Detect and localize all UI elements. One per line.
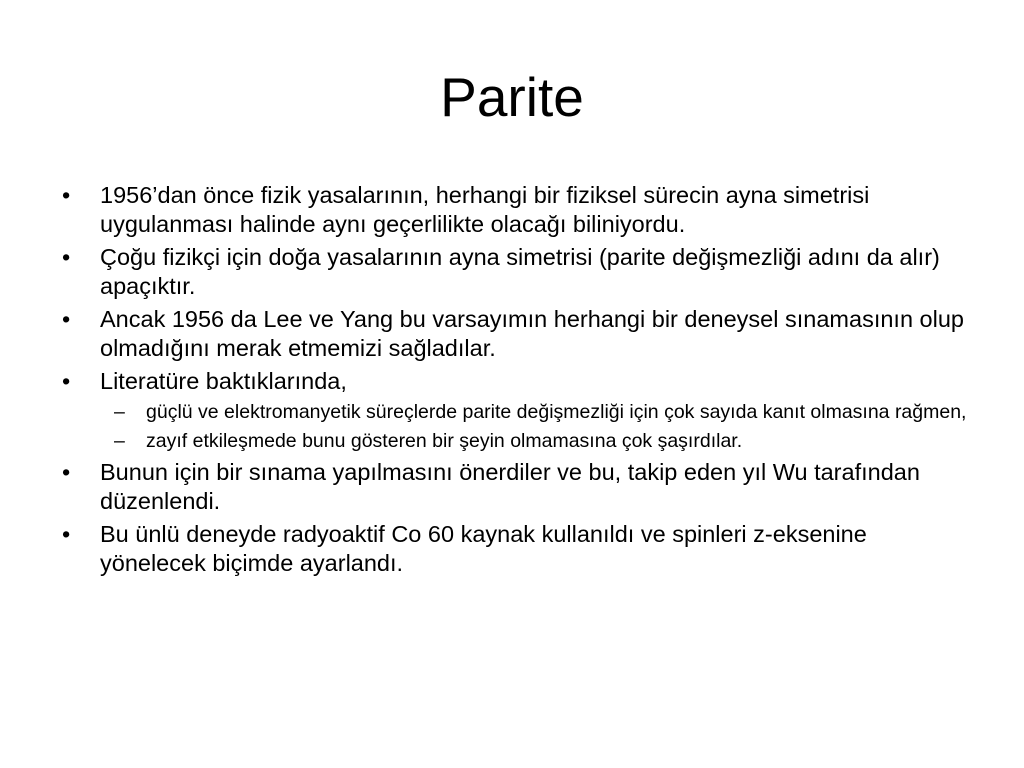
bullet-text: Literatüre baktıklarında,: [100, 368, 347, 394]
bullet-item: [62, 367, 972, 453]
bullet-list: [62, 181, 972, 578]
sub-bullet-text: zayıf etkileşmede bunu gösteren bir şeyin olmamasına çok şaşırdılar.: [146, 430, 743, 452]
sub-bullet-list: [100, 400, 972, 453]
bullet-item: [62, 458, 972, 516]
bullet-text: Bunun için bir sınama yapılmasını önerdiler ve bu, takip eden yıl Wu tarafından düzenlendi.: [100, 459, 920, 514]
bullet-marker: •: [62, 306, 71, 332]
bullet-text: Bu ünlü deneyde radyoaktif Co 60 kaynak kullanıldı ve spinleri z-eksenine yönelecek biçimde ayarlandı.: [100, 521, 867, 576]
sub-bullet-item: [100, 400, 972, 424]
bullet-item: [62, 520, 972, 578]
bullet-marker: •: [62, 244, 71, 270]
bullet-text: 1956’dan önce fizik yasalarının, herhangi bir fiziksel sürecin ayna simetrisi uygulanması halinde aynı geçerlilikte olacağı biliniyordu.: [100, 182, 870, 237]
bullet-item: [62, 243, 972, 301]
bullet-item: [62, 181, 972, 239]
slide-title: Parite: [440, 66, 584, 128]
bullet-text: Çoğu fizikçi için doğa yasalarının ayna simetrisi (parite değişmezliği adını da alır) apaçıktır.: [100, 244, 940, 299]
sub-bullet-text: güçlü ve elektromanyetik süreçlerde parite değişmezliği için çok sayıda kanıt olmasına rağmen,: [146, 401, 967, 423]
bullet-marker: •: [62, 182, 71, 208]
slide-body: [62, 181, 972, 582]
bullet-marker: •: [62, 368, 71, 394]
bullet-marker: •: [62, 521, 71, 547]
sub-bullet-marker: –: [114, 430, 125, 452]
bullet-item: [62, 305, 972, 363]
bullet-text: Ancak 1956 da Lee ve Yang bu varsayımın herhangi bir deneysel sınamasının olup olmadığını merak etmemizi sağladılar.: [100, 306, 964, 361]
bullet-marker: •: [62, 459, 71, 485]
sub-bullet-item: [100, 429, 972, 453]
sub-bullet-marker: –: [114, 401, 125, 423]
